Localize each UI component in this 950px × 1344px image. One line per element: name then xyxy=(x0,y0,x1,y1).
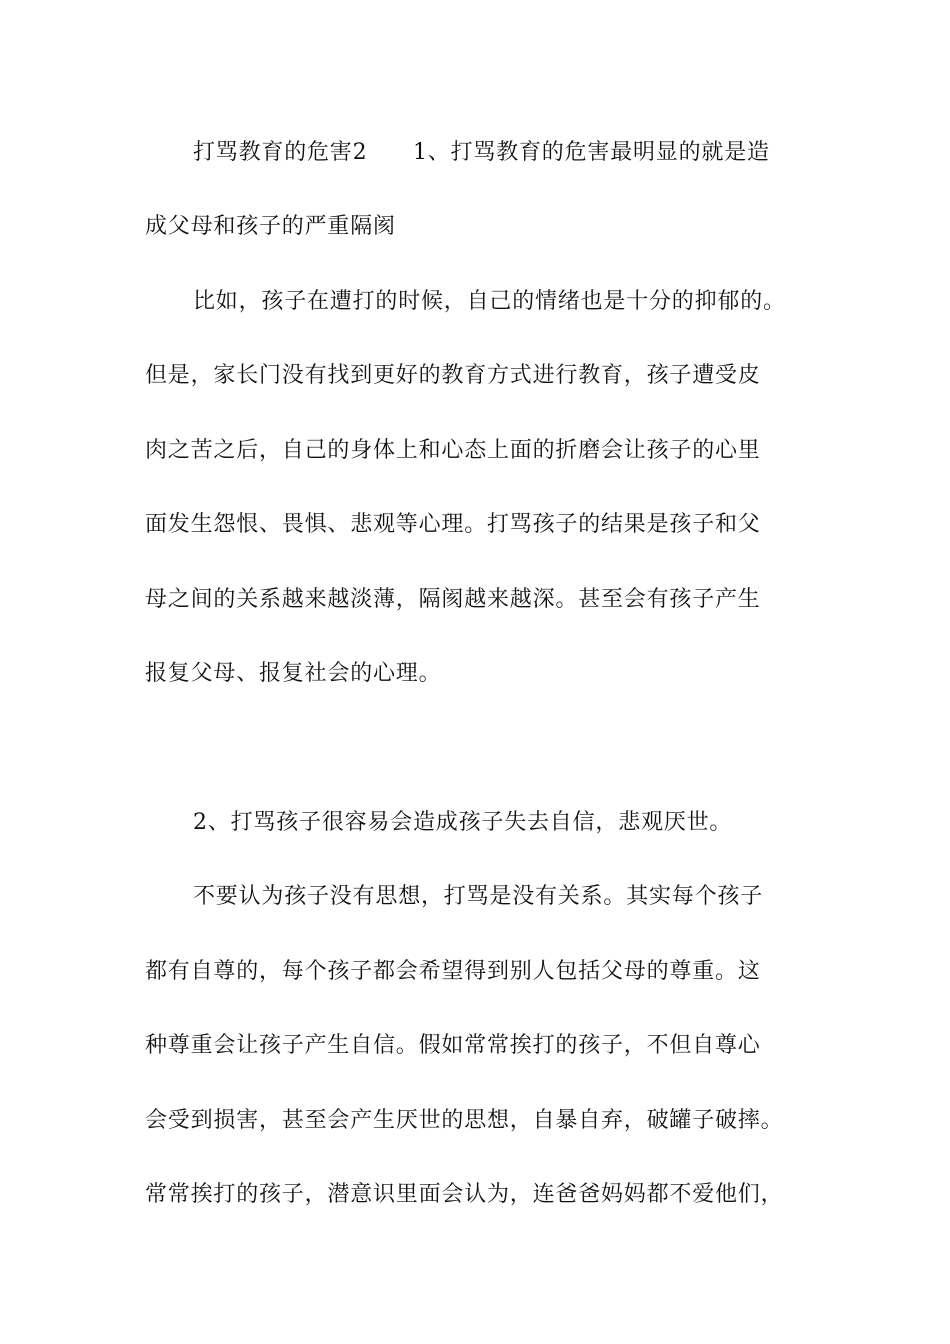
paragraph-4-line-1: 不要认为孩子没有思想，打骂是没有关系。其实每个孩子 xyxy=(193,884,764,909)
paragraph-2-line-6: 报复父母、报复社会的心理。 xyxy=(145,661,442,686)
paragraph-4-line-4: 会受到损害，甚至会产生厌世的思想，自暴自弃，破罐子破摔。 xyxy=(145,1108,784,1133)
paragraph-2-line-5: 母之间的关系越来越淡薄，隔阂越来越深。甚至会有孩子产生 xyxy=(145,587,761,612)
paragraph-4-line-2: 都有自尊的，每个孩子都会希望得到别人包括父母的尊重。这 xyxy=(145,959,761,984)
paragraph-4-line-5: 常常挨打的孩子，潜意识里面会认为，连爸爸妈妈都不爱他们， xyxy=(145,1182,784,1207)
paragraph-2-line-4: 面发生怨恨、畏惧、悲观等心理。打骂孩子的结果是孩子和父 xyxy=(145,512,761,537)
paragraph-2-line-2: 但是，家长门没有找到更好的教育方式进行教育，孩子遭受皮 xyxy=(145,363,761,388)
paragraph-3-line-1: 2、打骂孩子很容易会造成孩子失去自信，悲观厌世。 xyxy=(193,810,733,835)
paragraph-4-line-3: 种尊重会让孩子产生自信。假如常常挨打的孩子，不但自尊心 xyxy=(145,1033,761,1058)
paragraph-2-line-1: 比如，孩子在遭打的时候，自己的情绪也是十分的抑郁的。 xyxy=(193,289,786,314)
paragraph-1-line-1: 打骂教育的危害2 1、打骂教育的危害最明显的就是造 xyxy=(193,140,770,165)
paragraph-1-line-2: 成父母和孩子的严重隔阂 xyxy=(145,214,396,239)
paragraph-2-line-3: 肉之苦之后，自己的身体上和心态上面的折磨会让孩子的心里 xyxy=(145,438,761,463)
